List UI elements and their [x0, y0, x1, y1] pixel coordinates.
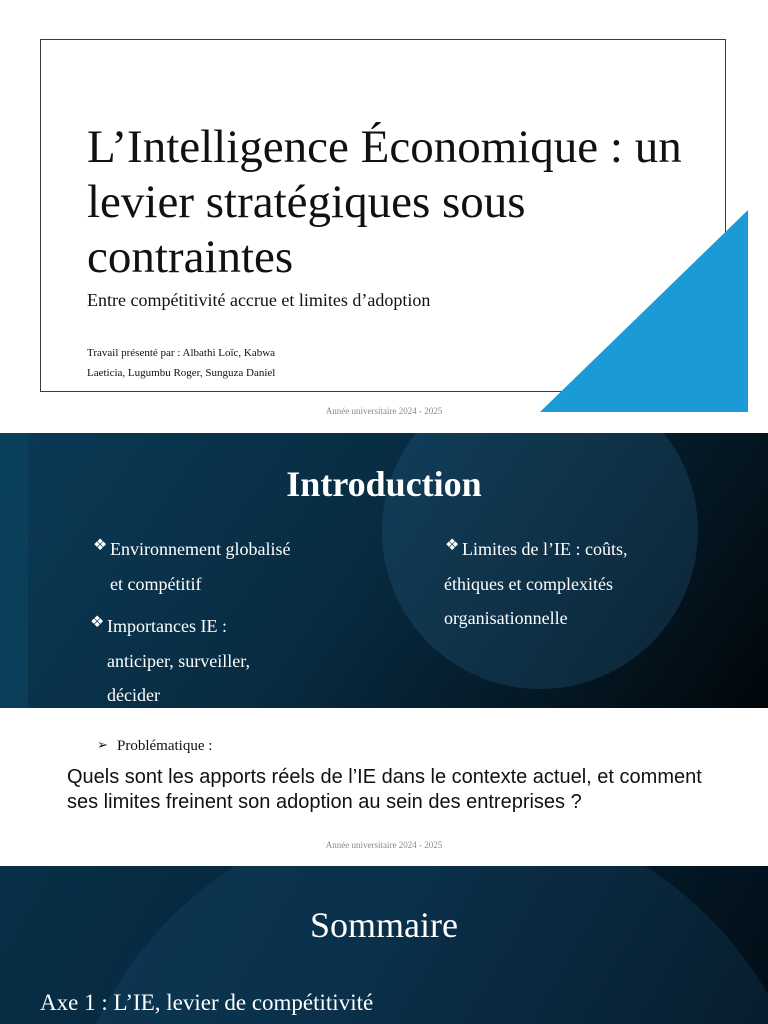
arrow-bullet-icon: ➢ [97, 737, 108, 752]
bullet-text-continued: et compétitif [110, 573, 202, 594]
bullet-limites [444, 532, 662, 636]
research-question: Quels sont les apports réels de l’IE dans le contexte actuel, et comment ses limites freinent son adoption au sein des entreprises ? [67, 766, 702, 813]
problematique-label: Problématique : [117, 738, 213, 754]
bullet-text-continued: anticiper, surveiller, décider [107, 650, 250, 705]
diamond-bullet-icon: ❖ [93, 537, 108, 554]
bullet-environnement [93, 532, 320, 601]
axe-1-item: Axe 1 : L’IE, levier de compétitivité [40, 990, 374, 1015]
presentation-title: L’Intelligence Économique : un levier stratégiques sous contraintes [87, 121, 682, 283]
bullet-importances [90, 609, 282, 708]
diamond-bullet-icon: ❖ [90, 614, 105, 631]
sommaire-slide [0, 866, 768, 1024]
introduction-title: Introduction [286, 464, 482, 504]
introduction-slide [0, 433, 768, 708]
academic-year: Année universitaire 2024 - 2025 [325, 406, 443, 416]
academic-year: Année universitaire 2024 - 2025 [325, 840, 443, 850]
diamond-bullet-icon: ❖ [445, 537, 460, 554]
sommaire-title: Sommaire [310, 905, 458, 945]
presentation-subtitle: Entre compétitivité accrue et limites d’adoption [87, 290, 431, 310]
title-slide [0, 0, 768, 433]
bullet-text: Limites de l’IE : coûts, [462, 539, 628, 559]
bullet-text: Importances IE : [107, 616, 227, 636]
bullet-text: Environnement globalisé [110, 539, 291, 559]
authors-text: Travail présenté par : Albathi Loïc, Kabwa Laeticia, Lugumbu Roger, Sunguza Daniel [87, 347, 276, 379]
bullet-text-continued: éthiques et complexités organisationnelle [444, 573, 613, 628]
